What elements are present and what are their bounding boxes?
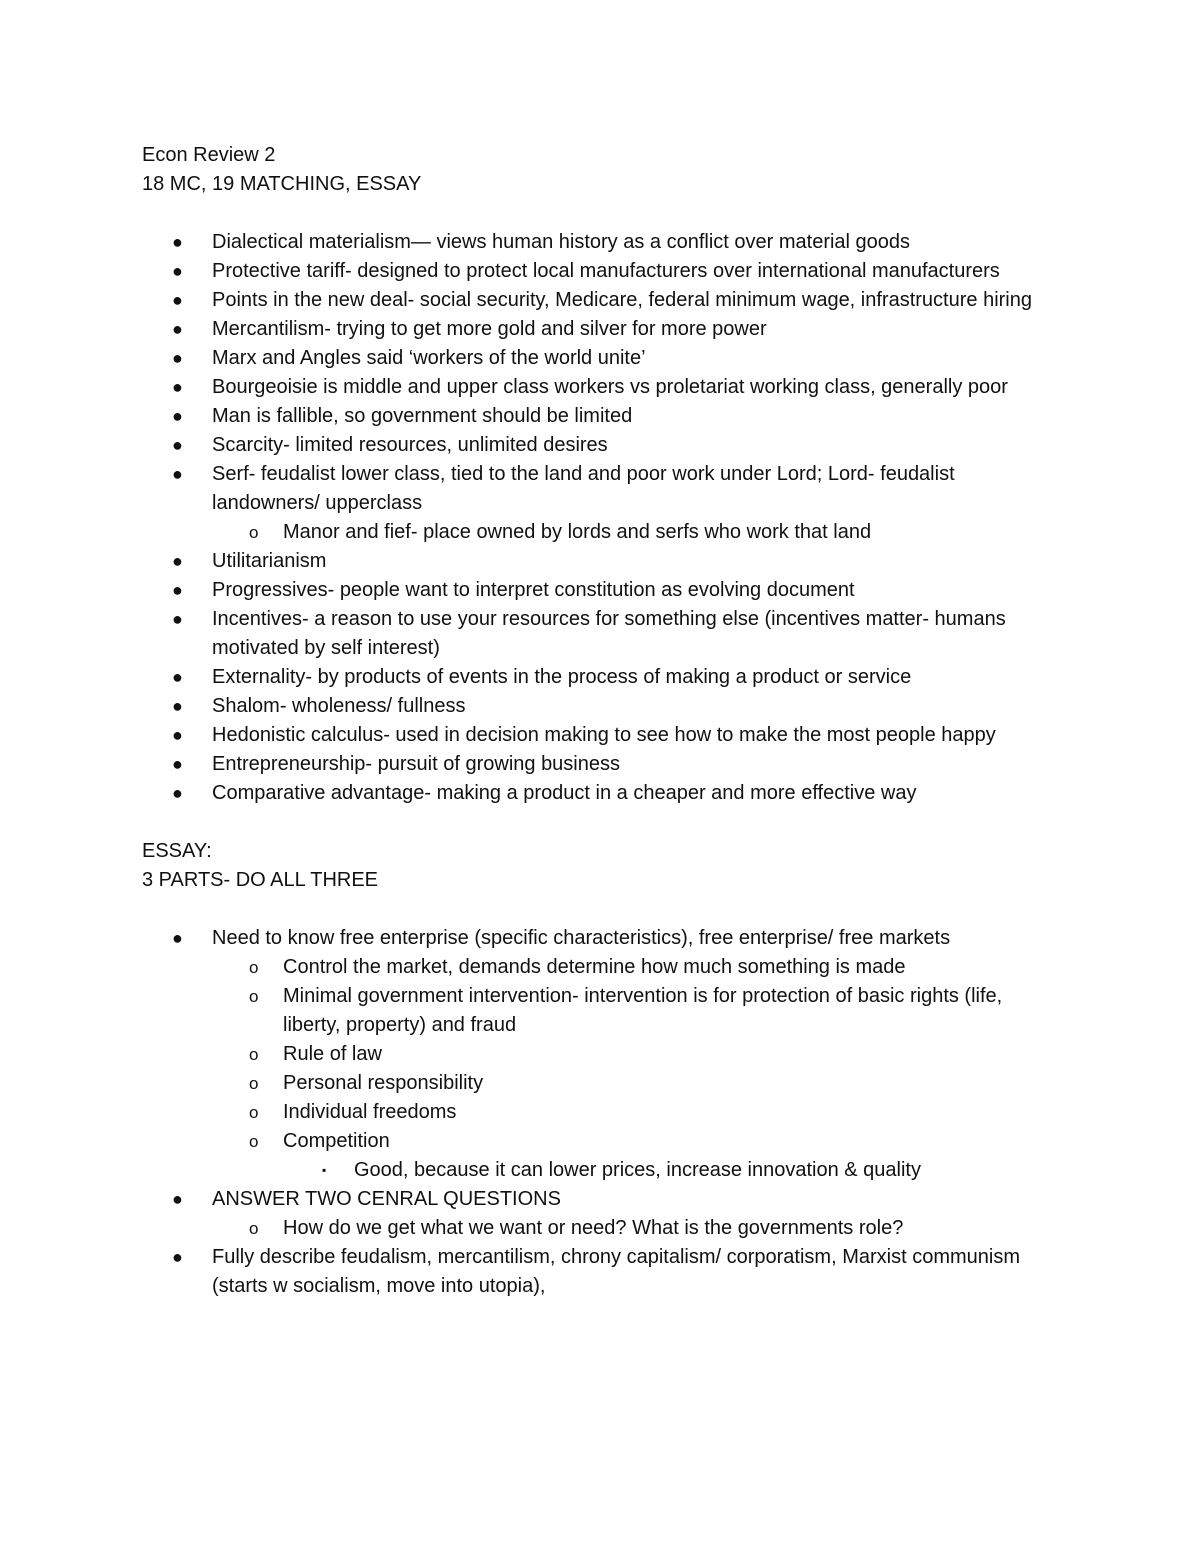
list-item [142, 1243, 1062, 1301]
bullet-icon: ● [172, 290, 183, 310]
bullet-icon: ● [172, 580, 183, 600]
list-item-text: Control the market, demands determine how much something is made [283, 956, 906, 978]
bullet-icon: ● [172, 406, 183, 426]
circle-bullet-icon: o [249, 1074, 259, 1093]
exam-format: 18 MC, 19 MATCHING, ESSAY [142, 173, 422, 195]
sub-list-item [142, 1040, 1062, 1069]
bullet-icon: ● [172, 377, 183, 397]
essay-instruction: 3 PARTS- DO ALL THREE [142, 869, 379, 891]
bullet-icon: ● [172, 696, 183, 716]
bullet-icon: ● [172, 754, 183, 774]
square-bullet-icon: ▪ [322, 1163, 327, 1177]
document-title: Econ Review 2 [142, 144, 276, 166]
list-item-text: ANSWER TWO CENRAL QUESTIONS [212, 1188, 561, 1210]
sub-list-item [142, 1127, 1062, 1156]
list-item [142, 460, 1062, 518]
list-item-text: Mercantilism- trying to get more gold and silver for more power [212, 318, 767, 340]
list-item-text: Incentives- a reason to use your resources for something else (incentives matter- humans motivated by self interest) [212, 608, 1006, 659]
list-item-text: Personal responsibility [283, 1072, 484, 1094]
list-item-text: Entrepreneurship- pursuit of growing business [212, 753, 620, 775]
list-item [142, 779, 1062, 808]
list-item-text: Comparative advantage- making a product in a cheaper and more effective way [212, 782, 917, 804]
list-item [142, 257, 1062, 286]
bullet-icon: ● [172, 435, 183, 455]
list-item-text: Individual freedoms [283, 1101, 457, 1123]
bullet-icon: ● [172, 551, 183, 571]
sub-list-item [142, 953, 1062, 982]
essay-topic-list [142, 924, 1062, 1301]
spacer [142, 199, 1062, 228]
bullet-icon: ● [172, 783, 183, 803]
list-item [142, 286, 1062, 315]
circle-bullet-icon: o [249, 1219, 259, 1238]
list-item [142, 373, 1062, 402]
list-item-text: Scarcity- limited resources, unlimited desires [212, 434, 608, 456]
circle-bullet-icon: o [249, 1132, 259, 1151]
list-item [142, 663, 1062, 692]
document-body [142, 141, 1062, 1301]
list-item-text: Progressives- people want to interpret constitution as evolving document [212, 579, 855, 601]
list-item [142, 924, 1062, 953]
list-item [142, 228, 1062, 257]
list-item-text: Points in the new deal- social security, Medicare, federal minimum wage, infrastructure hiring [212, 289, 1032, 311]
sub-list-item [142, 1069, 1062, 1098]
circle-bullet-icon: o [249, 1045, 259, 1064]
bullet-icon: ● [172, 464, 183, 484]
list-item-text: How do we get what we want or need? What is the governments role? [283, 1217, 904, 1239]
list-item [142, 721, 1062, 750]
circle-bullet-icon: o [249, 523, 259, 542]
list-item-text: Protective tariff- designed to protect local manufacturers over international manufacturers [212, 260, 1000, 282]
list-item [142, 576, 1062, 605]
list-item-text: Need to know free enterprise (specific characteristics), free enterprise/ free markets [212, 927, 951, 949]
list-item [142, 692, 1062, 721]
list-item-text: Shalom- wholeness/ fullness [212, 695, 466, 717]
list-item-text: Marx and Angles said ‘workers of the world unite’ [212, 347, 646, 369]
bullet-icon: ● [172, 1189, 183, 1209]
bullet-icon: ● [172, 928, 183, 948]
sub-list-item [142, 1214, 1062, 1243]
bullet-icon: ● [172, 1247, 183, 1267]
list-item [142, 402, 1062, 431]
circle-bullet-icon: o [249, 987, 259, 1006]
list-item-text: Dialectical materialism— views human history as a conflict over material goods [212, 231, 911, 253]
bullet-icon: ● [172, 261, 183, 281]
essay-heading: ESSAY: [142, 840, 212, 862]
bullet-icon: ● [172, 725, 183, 745]
list-item [142, 315, 1062, 344]
list-item-text: Bourgeoisie is middle and upper class workers vs proletariat working class, generally poor [212, 376, 1008, 398]
list-item [142, 750, 1062, 779]
list-item [142, 1185, 1062, 1214]
bullet-icon: ● [172, 609, 183, 629]
list-item-text: Manor and fief- place owned by lords and serfs who work that land [283, 521, 872, 543]
bullet-icon: ● [172, 348, 183, 368]
list-item-text: Externality- by products of events in the process of making a product or service [212, 666, 912, 688]
list-item [142, 344, 1062, 373]
list-item-text: Serf- feudalist lower class, tied to the land and poor work under Lord; Lord- feudalist landowners/ upperclass [212, 463, 955, 514]
bullet-icon: ● [172, 232, 183, 252]
list-item-text: Man is fallible, so government should be limited [212, 405, 633, 427]
list-item [142, 605, 1062, 663]
list-item-text: Good, because it can lower prices, increase innovation & quality [354, 1159, 921, 1181]
sub-list-item [142, 518, 1062, 547]
list-item-text: Rule of law [283, 1043, 382, 1065]
circle-bullet-icon: o [249, 958, 259, 977]
list-item [142, 547, 1062, 576]
list-item-text: Competition [283, 1130, 390, 1152]
list-item-text: Minimal government intervention- intervention is for protection of basic rights (life, liberty, property) and fraud [283, 985, 1003, 1036]
list-item [142, 431, 1062, 460]
list-item-text: Fully describe feudalism, mercantilism, chrony capitalism/ corporatism, Marxist communism (starts w socialism, move into utopia), [212, 1246, 1020, 1297]
sub-list-item [142, 1098, 1062, 1127]
circle-bullet-icon: o [249, 1103, 259, 1122]
list-item-text: Hedonistic calculus- used in decision making to see how to make the most people happy [212, 724, 996, 746]
list-item-text: Utilitarianism [212, 550, 327, 572]
sub-list-item [142, 982, 1062, 1040]
sub-sub-list-item [142, 1156, 1062, 1185]
review-term-list [142, 228, 1062, 808]
bullet-icon: ● [172, 667, 183, 687]
bullet-icon: ● [172, 319, 183, 339]
spacer [142, 895, 1062, 924]
spacer [142, 808, 1062, 837]
